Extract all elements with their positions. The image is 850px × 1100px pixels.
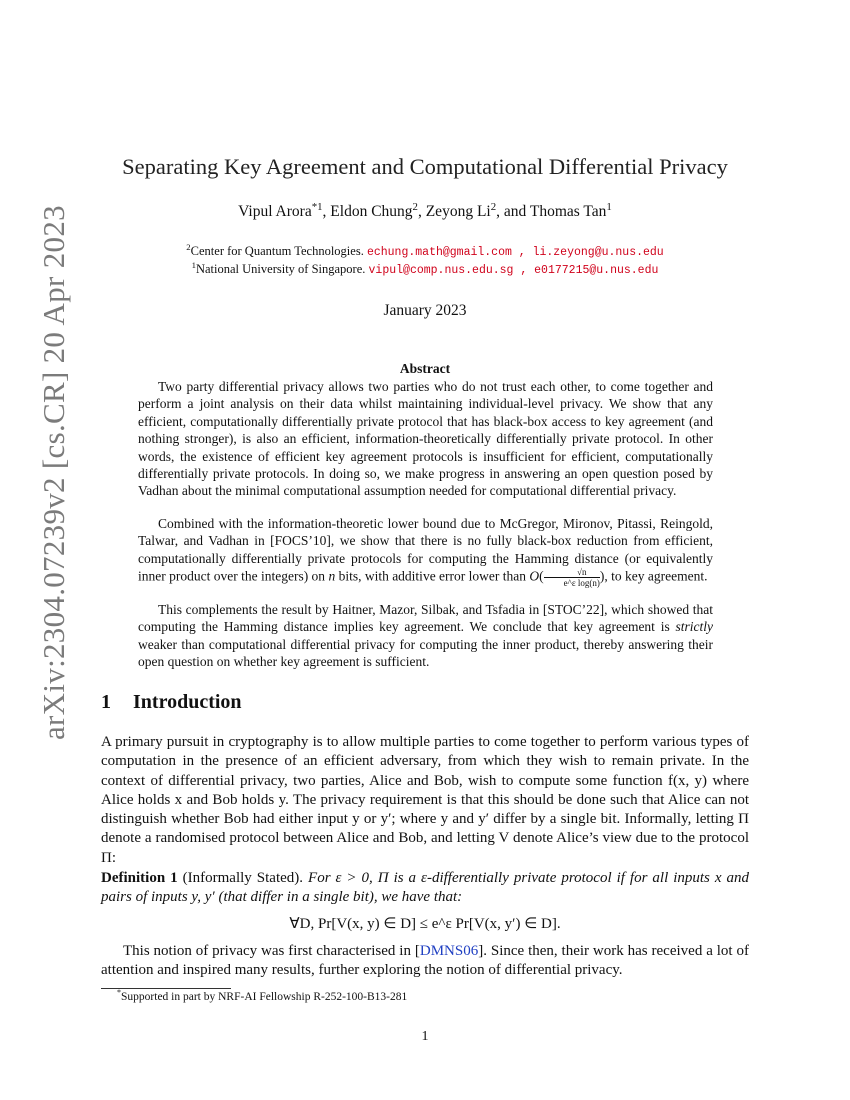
arxiv-identifier: arXiv:2304.07239v2 [cs.CR] 20 Apr 2023	[36, 205, 71, 740]
author-name: Eldon Chung	[330, 203, 413, 220]
bound-fraction	[544, 567, 600, 588]
abstract-heading: Abstract	[399, 361, 451, 376]
definition-label: Definition 1	[101, 870, 178, 886]
body-paragraph: A primary pursuit in cryptography is to allow multiple parties to come together to perform various types of computation in the presence of an efficient adversary, from which they wish to remain private. In the context of differential privacy, two parties, Alice and Bob, wish to compute some function f(x, y) where Alice holds x and Bob holds y. The privacy requirement is that this should be done such that Alice can not distinguish whether Bob had either input y or y′; where y and y′ differ by a single bit. Informally, letting Π denote a randomised protocol between Alice and Bob, and letting V denote Alice’s view due to the protocol Π:	[101, 734, 749, 866]
definition-body: For ε > 0, Π is a ε-differentially private protocol if for all inputs x and pairs of inputs y, y′ (that differ in a single bit), we have that:	[101, 870, 750, 906]
body-text: ]. Since then, their work has received a lot of attention and inspired many results, further exploring the notion of differential privacy.	[101, 943, 749, 979]
affiliation	[0, 241, 850, 259]
affiliation-emails[interactable]: echung.math@gmail.com , li.zeyong@u.nus.edu	[366, 246, 664, 259]
section-title: Introduction	[133, 691, 242, 713]
section-number: 1	[101, 691, 111, 713]
affiliation-mark: 2	[186, 241, 191, 252]
author-marks: *1	[311, 200, 323, 213]
abstract-text: Combined with the information-theoretic lower bound due to McGregor, Mironov, Pitassi, Reingold, Talwar, and Vadhan in [FOCS’10], we show that there is no fully black-box reduction from efficient, computationally differentially private protocols for computing the Hamming distance (or equivalently inner product over the integers) on	[138, 516, 713, 584]
paper-title: Separating Key Agreement and Computational Differential Privacy	[122, 154, 728, 179]
affiliation-text: National University of Singapore.	[195, 262, 366, 276]
author-marks: 1	[606, 200, 612, 213]
abstract-paragraph: Two party differential privacy allows two parties who do not trust each other, to come together and perform a joint analysis on their data whilst maintaining individual-level privacy. We show that any efficient, computationally differentially private protocol that has black-box access to key agreement (and nothing stronger), is also an efficient, information-theoretically differentially private protocol. In other words, the existence of efficient key agreement protocols is insufficient for efficient, computationally differentially private protocols. In doing so, we make progress in answering an open question posed by Vadhan about the minimal computational assumption needed for computational differential privacy.	[138, 379, 713, 499]
author-name: Zeyong Li	[425, 203, 491, 220]
abstract-paragraph	[138, 601, 713, 671]
author-marks: 2	[412, 200, 418, 213]
paper-date: January 2023	[383, 302, 467, 319]
definition-formula: ∀D, Pr[V(x, y) ∈ D] ≤ e^ε Pr[V(x, y′) ∈ D].	[289, 916, 561, 932]
citation-link[interactable]: DMNS06	[419, 943, 479, 959]
footnote-mark: *	[117, 988, 122, 998]
emphasis: strictly	[675, 619, 713, 635]
abstract-text: weaker than computational differential privacy for computing the inner product, thereby answering their open question on whether key agreement is sufficient.	[138, 636, 713, 670]
author-name: Vipul Arora	[238, 203, 312, 220]
footnote-text: Supported in part by NRF-AI Fellowship R-252-100-B13-281	[121, 991, 408, 1003]
affiliation-text: Center for Quantum Technologies.	[190, 244, 364, 258]
definition-block	[101, 869, 749, 908]
affiliation	[0, 259, 850, 277]
author-list: Vipul Arora$^{*1}$, Eldon Chung$^2$, Zeyong Li$^2$, and Thomas Tan$^1$	[238, 200, 612, 220]
section-heading	[101, 691, 242, 714]
footnote	[117, 988, 408, 1003]
author-marks: 2	[490, 200, 497, 213]
big-o: O	[529, 568, 540, 584]
abstract-paragraph: Combined with the information-theoretic lower bound due to McGregor, Mironov, Pitassi, Reingold, Talwar, and Vadhan in [FOCS’10], we show that there is no fully black-box reduction from efficient, computationally differentially private protocols for computing the Hamming distance (or equivalently inner product over the integers) on n bits, with additive error lower than O( $\frac{√n}{\text{e\textasciicircum{}ε log(n)}}$ ), to key agreement.	[138, 516, 713, 589]
fraction-numerator: √n	[544, 567, 600, 578]
body-paragraph	[101, 942, 749, 981]
page-number: 1	[421, 1029, 429, 1044]
definition-qualifier: (Informally Stated).	[182, 870, 304, 886]
affiliation-emails[interactable]: vipul@comp.nus.edu.sg , e0177215@u.nus.edu	[368, 264, 659, 277]
abstract-text: This complements the result by Haitner, Mazor, Silbak, and Tsfadia in [STOC’22], which showed that computing the Hamming distance implies key agreement. We conclude that key agreement is	[138, 602, 713, 635]
affiliation-mark: 1	[191, 259, 196, 270]
math-variable: n	[328, 568, 336, 584]
abstract-text: , to key agreement.	[604, 568, 708, 584]
abstract-text: bits, with additive error lower than	[335, 568, 530, 584]
author-name: Thomas Tan	[529, 203, 607, 220]
body-text: This notion of privacy was first characterised in [	[123, 943, 420, 959]
fraction-denominator: e^ε log(n)	[563, 578, 600, 589]
